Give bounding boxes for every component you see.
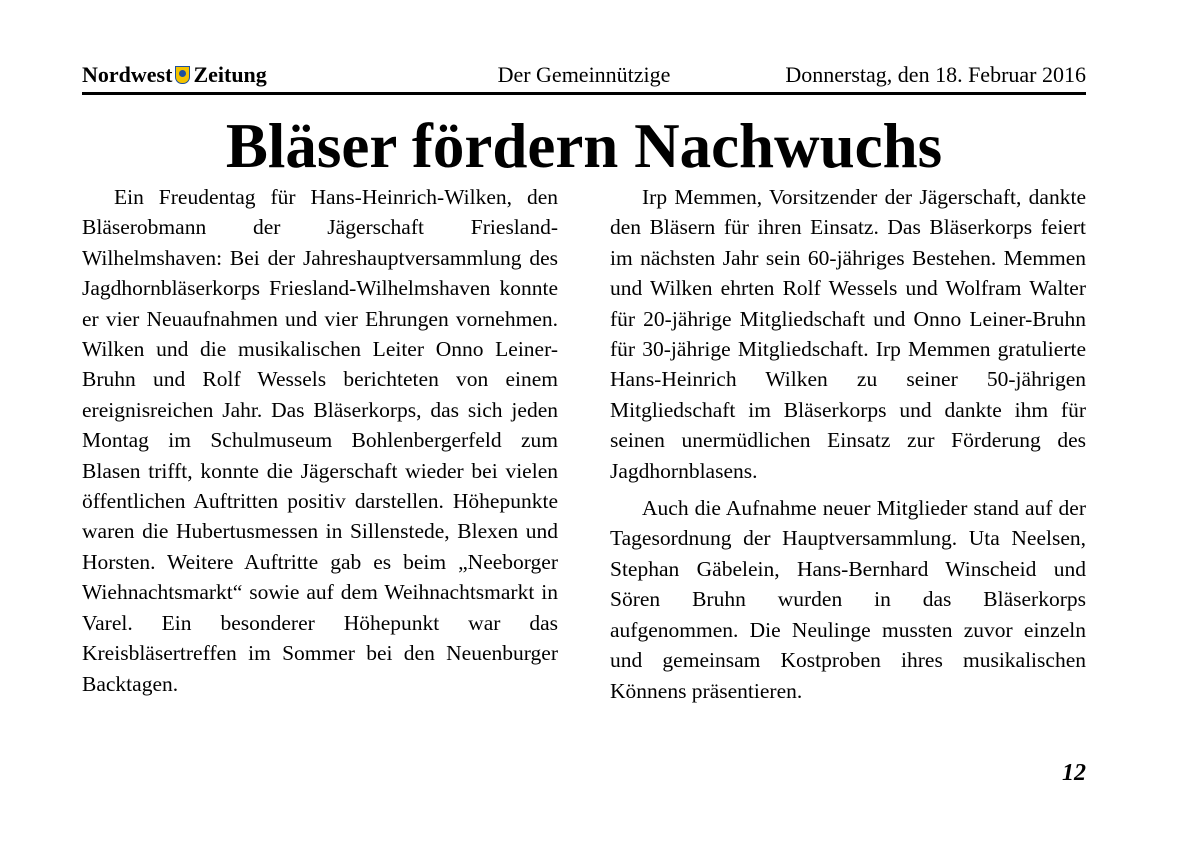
article-paragraph: Ein Freudentag für Hans-Heinrich-Wilken, den Bläserobmann der Jägerschaft Friesland-Wilhelmshaven: Bei der Jahreshauptversammlung des Jagdhornbläserkorps Friesland-Wilhelmshaven konnte er vier Neuaufnahmen und vier Ehrungen vornehmen. Wilken und die musikalischen Leiter Onno Leiner-Bruhn und Rolf Wessels berichteten von einem ereignisreichen Jahr. Das Bläserkorps, das sich jeden Montag im Schulmuseum Bohlenbergerfeld zum Blasen trifft, konnte die Jägerschaft wieder bei vielen öffentlichen Auftritten positiv darstellen. Höhepunkte waren die Hubertusmessen in Sillenstede, Blexen und Horsten. Weitere Auftritte gab es beim „Neeborger Wiehnachtsmarkt“ sowie auf dem Weihnachtsmarkt in Varel. Ein besonderer Höhepunkt war das Kreisbläsertreffen im Sommer bei den Neuenburger Backtagen.	[82, 185, 558, 696]
article-column-right	[610, 182, 1086, 706]
issue-date: Donnerstag, den 18. Februar 2016	[785, 62, 1086, 87]
article-headline: Bläser fördern Nachwuchs	[225, 111, 943, 181]
masthead-name-left: Nordwest	[82, 62, 173, 87]
article-column-left	[82, 182, 558, 699]
article-paragraph: Irp Memmen, Vorsitzender der Jägerschaft, dankte den Bläsern für ihren Einsatz. Das Bläserkorps feiert im nächsten Jahr sein 60-jähriges Bestehen. Memmen und Wilken ehrten Rolf Wessels und Wolfram Walter für 20-jährige Mitgliedschaft und Onno Leiner-Bruhn für 30-jährige Mitgliedschaft. Irp Memmen gratulierte Hans-Heinrich Wilken zu seiner 50-jährigen Mitgliedschaft im Bläserkorps und dankte ihm für seinen unermüdlichen Einsatz zur Förderung des Jagdhornblasens.	[610, 185, 1086, 483]
page-header	[82, 56, 1086, 95]
section-title: Der Gemeinnützige	[497, 62, 671, 87]
article-paragraph: Auch die Aufnahme neuer Mitglieder stand auf der Tagesordnung der Hauptversammlung. Uta Neelsen, Stephan Gäbelein, Hans-Bernhard Winscheid und Sören Bruhn wurden in das Bläserkorps aufgenommen. Die Neulinge mussten zuvor einzeln und gemeinsam Kostproben ihres musikalischen Könnens präsentieren.	[610, 496, 1086, 703]
masthead-name-right: Zeitung	[193, 62, 267, 87]
page-number: 12	[1062, 760, 1086, 786]
